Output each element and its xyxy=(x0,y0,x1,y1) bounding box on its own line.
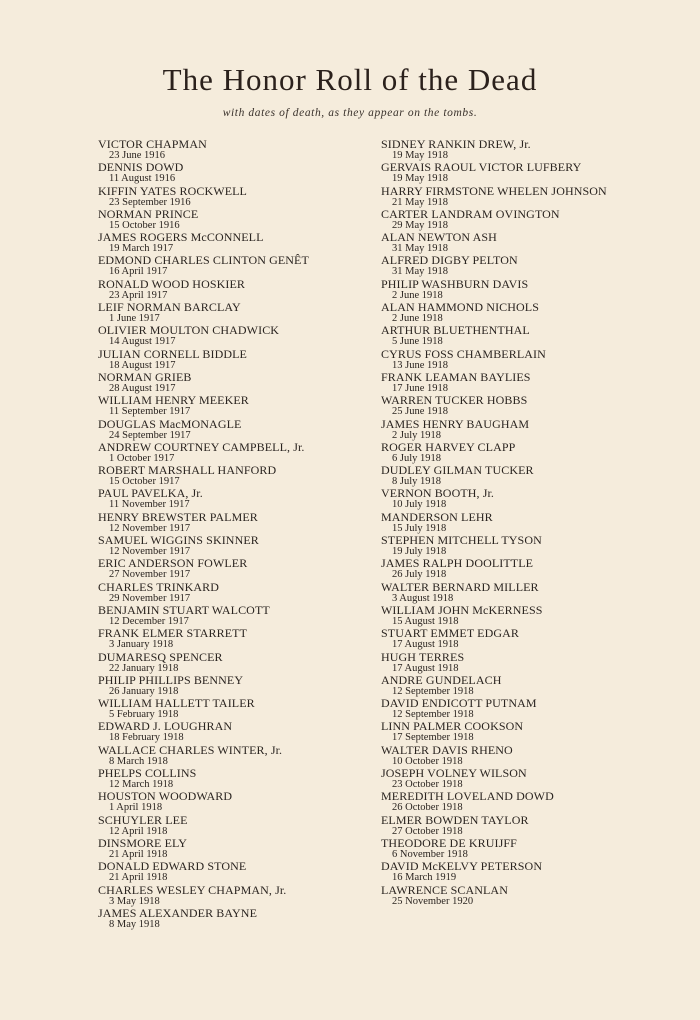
entry-date: 15 August 1918 xyxy=(392,615,459,627)
roll-entry xyxy=(98,185,398,208)
entry-date: 12 November 1917 xyxy=(109,546,191,558)
entry-name: THEODORE DE KRUIJFF xyxy=(381,835,517,850)
entry-date: 13 June 1918 xyxy=(392,359,448,371)
roll-entry xyxy=(98,697,398,720)
entry-name: PHILIP WASHBURN DAVIS xyxy=(381,276,529,291)
entry-date: 26 July 1918 xyxy=(392,569,447,581)
roll-entry xyxy=(381,604,681,627)
roll-entry xyxy=(381,231,681,254)
entry-name: DINSMORE ELY xyxy=(98,835,187,850)
entry-date: 1 June 1917 xyxy=(109,313,160,325)
entry-date: 15 October 1916 xyxy=(109,219,180,231)
entry-date: 17 August 1918 xyxy=(392,662,459,674)
roll-entry xyxy=(381,441,681,464)
roll-entry xyxy=(98,278,398,301)
roll-entry xyxy=(98,511,398,534)
entry-name: ANDRE GUNDELACH xyxy=(381,672,502,687)
entry-date: 27 November 1917 xyxy=(109,569,191,581)
roll-entry xyxy=(98,324,398,347)
entry-name: STEPHEN MITCHELL TYSON xyxy=(381,533,542,548)
entry-name: DOUGLAS MacMONAGLE xyxy=(98,416,242,431)
roll-entry xyxy=(381,697,681,720)
entry-date: 11 September 1917 xyxy=(109,406,191,418)
roll-entry xyxy=(381,744,681,767)
entry-date: 16 April 1917 xyxy=(109,266,168,278)
entry-date: 19 May 1918 xyxy=(392,173,448,185)
entry-name: ALAN HAMMOND NICHOLS xyxy=(381,300,539,315)
entry-name: DONALD EDWARD STONE xyxy=(98,859,247,874)
entry-name: JAMES HENRY BAUGHAM xyxy=(381,416,530,431)
roll-entry xyxy=(98,464,398,487)
roll-entry xyxy=(381,581,681,604)
entry-name: HARRY FIRMSTONE WHELEN JOHNSON xyxy=(381,183,607,198)
roll-entry xyxy=(98,301,398,324)
entry-date: 19 March 1917 xyxy=(109,243,174,255)
roll-entry xyxy=(98,790,398,813)
roll-entry xyxy=(381,534,681,557)
entry-date: 26 October 1918 xyxy=(392,802,463,814)
entry-name: WARREN TUCKER HOBBS xyxy=(381,393,528,408)
entry-date: 10 October 1918 xyxy=(392,755,463,767)
right-column xyxy=(381,138,681,907)
roll-entry xyxy=(381,464,681,487)
roll-entry xyxy=(381,790,681,813)
roll-entry xyxy=(98,394,398,417)
entry-name: OLIVIER MOULTON CHADWICK xyxy=(98,323,280,338)
entry-date: 12 September 1918 xyxy=(392,709,474,721)
roll-entry xyxy=(98,744,398,767)
entry-date: 24 September 1917 xyxy=(109,429,191,441)
roll-entry xyxy=(98,208,398,231)
entry-date: 8 March 1918 xyxy=(109,755,168,767)
entry-date: 3 August 1918 xyxy=(392,592,454,604)
left-column xyxy=(98,138,398,930)
entry-date: 3 May 1918 xyxy=(109,895,160,907)
roll-entry xyxy=(381,767,681,790)
roll-entry xyxy=(381,324,681,347)
entry-date: 31 May 1918 xyxy=(392,243,448,255)
entry-date: 5 February 1918 xyxy=(109,709,179,721)
entry-name: ANDREW COURTNEY CAMPBELL, Jr. xyxy=(98,439,305,454)
roll-entry xyxy=(381,884,681,907)
roll-entry xyxy=(381,860,681,883)
entry-name: SIDNEY RANKIN DREW, Jr. xyxy=(381,137,531,151)
roll-entry xyxy=(381,651,681,674)
roll-entry xyxy=(381,487,681,510)
roll-entry xyxy=(381,185,681,208)
entry-date: 19 July 1918 xyxy=(392,546,447,558)
entry-name: DENNIS DOWD xyxy=(98,160,184,175)
roll-entry xyxy=(98,371,398,394)
entry-date: 12 December 1917 xyxy=(109,615,189,627)
entry-name: SCHUYLER LEE xyxy=(98,812,188,827)
roll-entry xyxy=(98,627,398,650)
entry-name: JAMES RALPH DOOLITTLE xyxy=(381,556,534,571)
entry-name: ELMER BOWDEN TAYLOR xyxy=(381,812,529,827)
entry-name: CYRUS FOSS CHAMBERLAIN xyxy=(381,346,546,361)
roll-entry xyxy=(381,348,681,371)
entry-name: VICTOR CHAPMAN xyxy=(98,137,207,151)
entry-name: JAMES ROGERS McCONNELL xyxy=(98,230,264,245)
entry-date: 5 June 1918 xyxy=(392,336,443,348)
entry-name: ARTHUR BLUETHENTHAL xyxy=(381,323,530,338)
entry-name: PHELPS COLLINS xyxy=(98,766,197,781)
entry-name: FRANK ELMER STARRETT xyxy=(98,626,248,641)
entry-name: JOSEPH VOLNEY WILSON xyxy=(381,766,527,781)
entry-name: NORMAN PRINCE xyxy=(98,206,199,221)
entry-date: 23 April 1917 xyxy=(109,289,168,301)
entry-date: 25 June 1918 xyxy=(392,406,448,418)
roll-entry xyxy=(381,254,681,277)
roll-entry xyxy=(98,441,398,464)
entry-date: 17 August 1918 xyxy=(392,639,459,651)
page-title: The Honor Roll of the Dead xyxy=(162,62,538,97)
entry-name: DUMARESQ SPENCER xyxy=(98,649,223,664)
entry-name: ROBERT MARSHALL HANFORD xyxy=(98,463,277,478)
roll-entry xyxy=(98,581,398,604)
roll-entry xyxy=(381,394,681,417)
roll-entry xyxy=(98,231,398,254)
entry-date: 3 January 1918 xyxy=(109,639,174,651)
entry-date: 23 September 1916 xyxy=(109,196,191,208)
roll-entry xyxy=(98,651,398,674)
entry-name: HOUSTON WOODWARD xyxy=(98,789,233,804)
entry-name: HENRY BREWSTER PALMER xyxy=(98,509,258,524)
entry-name: MANDERSON LEHR xyxy=(381,509,493,524)
roll-entry xyxy=(381,814,681,837)
entry-name: ALAN NEWTON ASH xyxy=(381,230,497,245)
roll-entry xyxy=(98,837,398,860)
entry-name: DUDLEY GILMAN TUCKER xyxy=(381,463,534,478)
roll-entry xyxy=(381,511,681,534)
entry-date: 23 June 1916 xyxy=(109,150,165,161)
entry-date: 12 April 1918 xyxy=(109,825,168,837)
entry-date: 11 November 1917 xyxy=(109,499,190,511)
entry-date: 11 August 1916 xyxy=(109,173,176,185)
roll-entry xyxy=(98,138,398,161)
roll-entry xyxy=(98,557,398,580)
entry-name: HUGH TERRES xyxy=(381,649,465,664)
roll-entry xyxy=(98,534,398,557)
roll-entry xyxy=(98,884,398,907)
entry-date: 26 January 1918 xyxy=(109,685,179,697)
roll-entry xyxy=(381,301,681,324)
entry-date: 16 March 1919 xyxy=(392,872,457,884)
roll-entry xyxy=(98,720,398,743)
entry-name: CHARLES TRINKARD xyxy=(98,579,220,594)
roll-entry xyxy=(381,418,681,441)
entry-name: WILLIAM HALLETT TAILER xyxy=(98,696,255,711)
entry-date: 10 July 1918 xyxy=(392,499,447,511)
entry-date: 21 May 1918 xyxy=(392,196,448,208)
entry-date: 2 June 1918 xyxy=(392,313,443,325)
entry-name: WILLIAM JOHN McKERNESS xyxy=(381,602,543,617)
entry-name: DAVID McKELVY PETERSON xyxy=(381,859,543,874)
roll-entry xyxy=(381,371,681,394)
roll-entry xyxy=(98,348,398,371)
entry-name: ERIC ANDERSON FOWLER xyxy=(98,556,248,571)
roll-entry xyxy=(98,487,398,510)
entry-date: 29 May 1918 xyxy=(392,219,448,231)
entry-date: 12 November 1917 xyxy=(109,522,191,534)
entry-date: 31 May 1918 xyxy=(392,266,448,278)
entry-date: 1 October 1917 xyxy=(109,452,175,464)
entry-date: 21 April 1918 xyxy=(109,872,168,884)
entry-name: KIFFIN YATES ROCKWELL xyxy=(98,183,247,198)
entry-name: LAWRENCE SCANLAN xyxy=(381,882,508,897)
entry-name: ALFRED DIGBY PELTON xyxy=(381,253,518,268)
roll-entry xyxy=(98,814,398,837)
entry-name: GERVAIS RAOUL VICTOR LUFBERY xyxy=(381,160,582,175)
entry-date: 28 August 1917 xyxy=(109,382,176,394)
entry-name: STUART EMMET EDGAR xyxy=(381,626,519,641)
roll-entry xyxy=(98,161,398,184)
entry-name: LEIF NORMAN BARCLAY xyxy=(98,300,241,315)
entry-name: SAMUEL WIGGINS SKINNER xyxy=(98,533,259,548)
roll-entry xyxy=(98,604,398,627)
entry-date: 14 August 1917 xyxy=(109,336,176,348)
entry-date: 29 November 1917 xyxy=(109,592,191,604)
entry-name: NORMAN GRIEB xyxy=(98,369,192,384)
entry-name: BENJAMIN STUART WALCOTT xyxy=(98,602,270,617)
roll-entry xyxy=(381,557,681,580)
entry-date: 21 April 1918 xyxy=(109,848,168,860)
entry-date: 27 October 1918 xyxy=(392,825,463,837)
roll-entry xyxy=(98,907,398,930)
entry-name: MEREDITH LOVELAND DOWD xyxy=(381,789,554,804)
entry-name: PHILIP PHILLIPS BENNEY xyxy=(98,672,244,687)
roll-entry xyxy=(98,418,398,441)
entry-date: 1 April 1918 xyxy=(109,802,163,814)
roll-entry xyxy=(381,138,681,161)
entry-date: 22 January 1918 xyxy=(109,662,179,674)
roll-entry xyxy=(98,767,398,790)
roll-entry xyxy=(98,254,398,277)
page-subtitle: with dates of death, as they appear on the tombs. xyxy=(222,107,478,119)
entry-date: 2 July 1918 xyxy=(392,429,442,441)
entry-name: WILLIAM HENRY MEEKER xyxy=(98,393,249,408)
roll-entry xyxy=(98,674,398,697)
entry-date: 19 May 1918 xyxy=(392,150,448,161)
entry-name: FRANK LEAMAN BAYLIES xyxy=(381,369,531,384)
roll-entry xyxy=(381,278,681,301)
entry-date: 2 June 1918 xyxy=(392,289,443,301)
entry-name: DAVID ENDICOTT PUTNAM xyxy=(381,696,537,711)
entry-date: 12 September 1918 xyxy=(392,685,474,697)
roll-entry xyxy=(381,208,681,231)
entry-date: 15 July 1918 xyxy=(392,522,447,534)
entry-date: 18 August 1917 xyxy=(109,359,176,371)
entry-date: 17 June 1918 xyxy=(392,382,448,394)
roll-entry xyxy=(381,837,681,860)
roll-entry xyxy=(381,627,681,650)
entry-date: 25 November 1920 xyxy=(392,895,474,907)
entry-date: 8 July 1918 xyxy=(392,476,442,488)
roll-entry xyxy=(98,860,398,883)
entry-name: EDMOND CHARLES CLINTON GENÊT xyxy=(98,253,309,268)
entry-name: CHARLES WESLEY CHAPMAN, Jr. xyxy=(98,882,287,897)
entry-name: JAMES ALEXANDER BAYNE xyxy=(98,905,258,920)
entry-name: VERNON BOOTH, Jr. xyxy=(381,486,495,501)
entry-date: 12 March 1918 xyxy=(109,779,174,791)
roll-entry xyxy=(381,161,681,184)
entry-name: WALTER DAVIS RHENO xyxy=(381,742,513,757)
entry-date: 6 November 1918 xyxy=(392,848,468,860)
entry-name: ROGER HARVEY CLAPP xyxy=(381,439,516,454)
entry-name: LINN PALMER COOKSON xyxy=(381,719,524,734)
entry-name: CARTER LANDRAM OVINGTON xyxy=(381,206,560,221)
entry-date: 6 July 1918 xyxy=(392,452,442,464)
entry-name: WALLACE CHARLES WINTER, Jr. xyxy=(98,742,283,757)
entry-name: WALTER BERNARD MILLER xyxy=(381,579,539,594)
entry-date: 8 May 1918 xyxy=(109,918,160,930)
roll-entry xyxy=(381,674,681,697)
entry-date: 17 September 1918 xyxy=(392,732,474,744)
roll-entry xyxy=(381,720,681,743)
entry-name: EDWARD J. LOUGHRAN xyxy=(98,719,233,734)
entry-date: 23 October 1918 xyxy=(392,779,463,791)
entry-name: PAUL PAVELKA, Jr. xyxy=(98,486,203,501)
entry-date: 15 October 1917 xyxy=(109,476,180,488)
entry-name: RONALD WOOD HOSKIER xyxy=(98,276,246,291)
entry-date: 18 February 1918 xyxy=(109,732,184,744)
entry-name: JULIAN CORNELL BIDDLE xyxy=(98,346,247,361)
